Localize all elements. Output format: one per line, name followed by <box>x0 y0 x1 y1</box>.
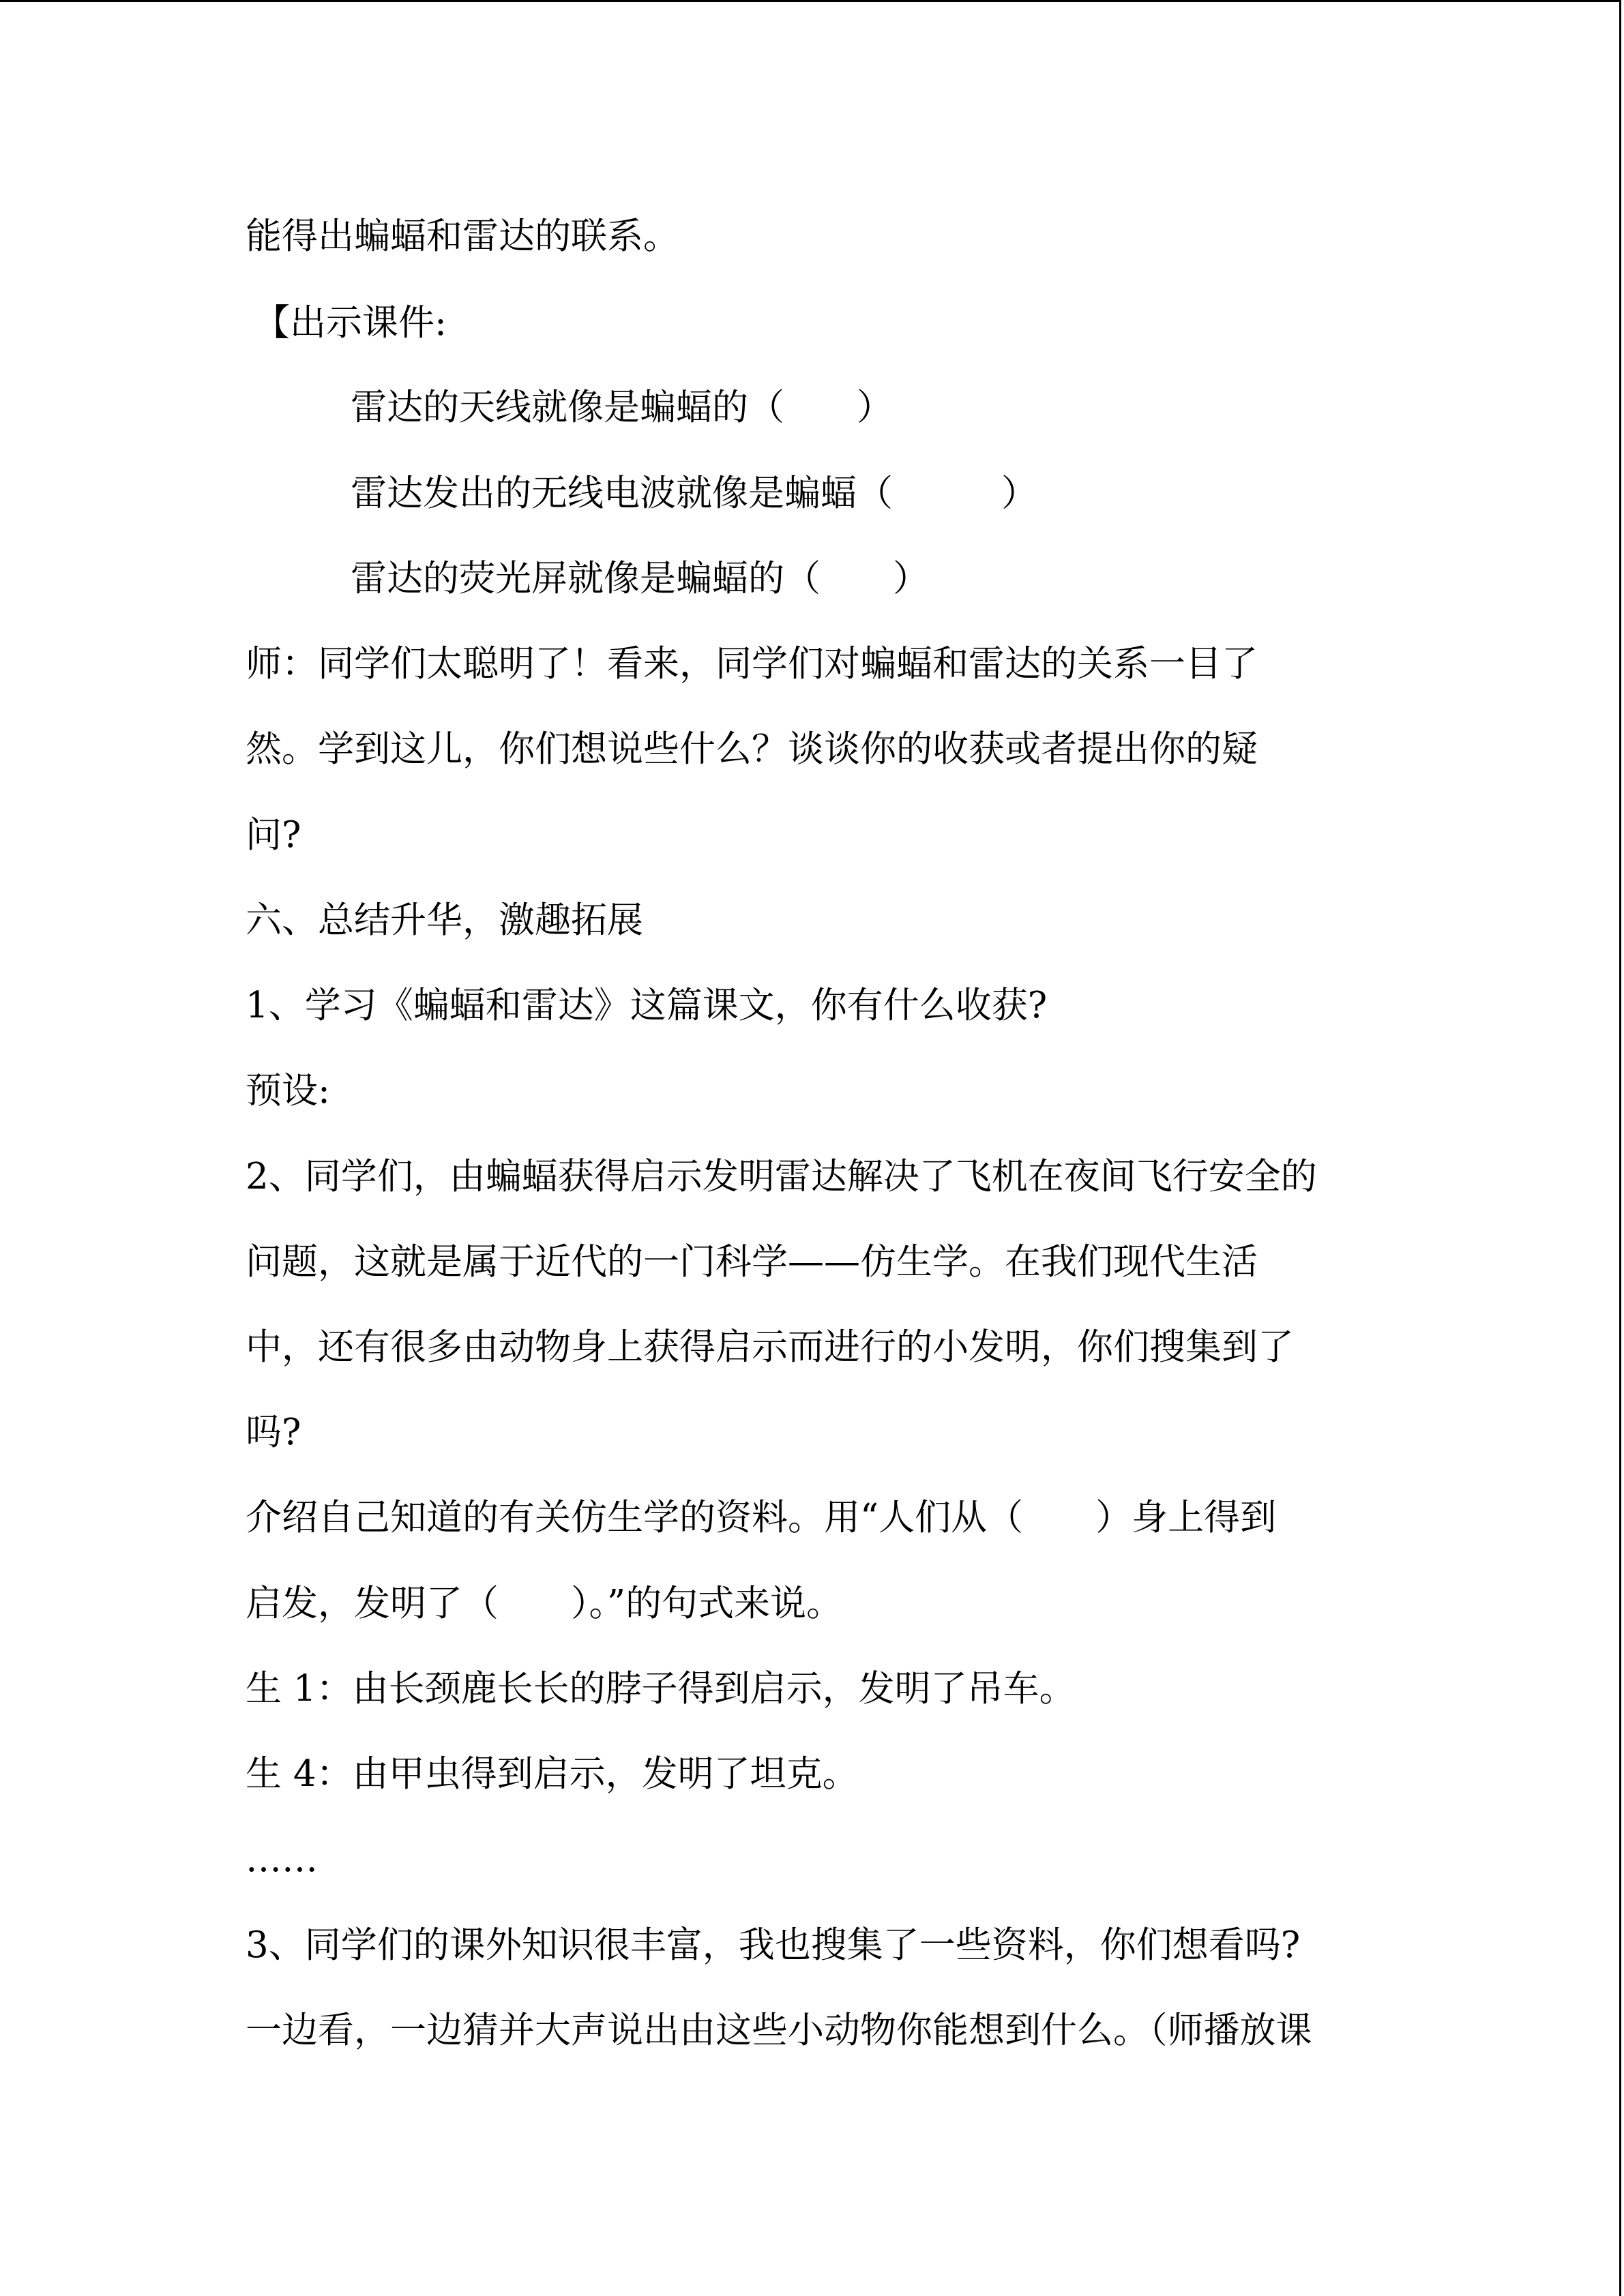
paragraph-line-1: 能得出蝙蝠和雷达的联系。 <box>246 215 679 257</box>
question-3-line-2: 一边看，一边猜并大声说出由这些小动物你能想到什么。（师播放课 <box>246 2010 1312 2051</box>
question-2-line-1: 2、同学们，由蝙蝠获得启示发明雷达解决了飞机在夜间飞行安全的 <box>246 1156 1317 1197</box>
fill-blank-line-3: 雷达的荧光屏就像是蝙蝠的（ ） <box>351 558 929 599</box>
courseware-heading: 【出示课件: <box>254 302 447 344</box>
fill-blank-line-2: 雷达发出的无线电波就像是蝙蝠（ ） <box>351 473 1037 514</box>
ellipsis-line: …… <box>246 1838 318 1880</box>
student-1-answer: 生 1：由长颈鹿长长的脖子得到启示，发明了吊车。 <box>246 1668 1076 1710</box>
teacher-line-2: 然。学到这儿，你们想说些什么？谈谈你的收获或者提出你的疑 <box>246 728 1258 770</box>
question-2-line-2: 问题，这就是属于近代的一门科学——仿生学。在我们现代生活 <box>246 1241 1258 1283</box>
question-1: 1、学习《蝙蝠和雷达》这篇课文，你有什么收获? <box>246 985 1048 1026</box>
student-4-answer: 生 4：由甲虫得到启示，发明了坦克。 <box>246 1753 859 1795</box>
intro-line-2: 启发，发明了（ ）。”的句式来说。 <box>246 1583 843 1624</box>
section-heading: 六、总结升华，激趣拓展 <box>246 899 643 941</box>
question-2-line-3: 中，还有很多由动物身上获得启示而进行的小发明，你们搜集到了 <box>246 1326 1294 1368</box>
intro-line-1: 介绍自己知道的有关仿生学的资料。用“人们从（ ）身上得到 <box>246 1497 1277 1538</box>
teacher-line-3: 问? <box>246 814 301 856</box>
teacher-line-1: 师：同学们太聪明了！看来，同学们对蝙蝠和雷达的关系一目了 <box>246 643 1258 685</box>
fill-blank-line-1: 雷达的天线就像是蝙蝠的（ ） <box>351 387 893 428</box>
question-2-line-4: 吗? <box>246 1412 301 1453</box>
question-3-line-1: 3、同学们的课外知识很丰富，我也搜集了一些资料，你们想看吗? <box>246 1924 1301 1966</box>
preset-label: 预设: <box>246 1070 330 1112</box>
